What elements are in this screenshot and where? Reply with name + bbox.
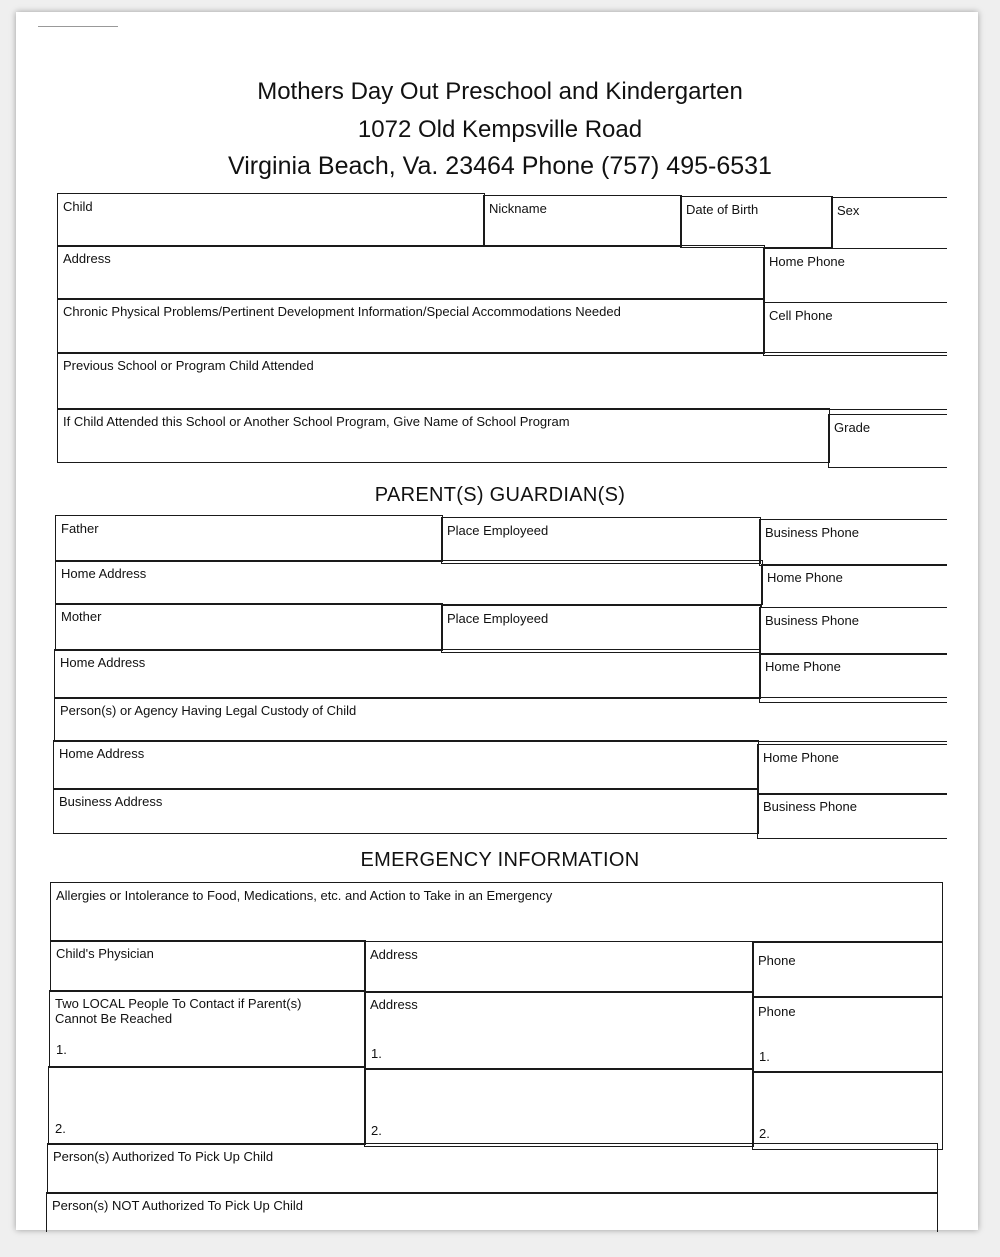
contact-2-name-field[interactable] [48,1066,366,1145]
home-phone-field[interactable] [763,248,947,303]
contact-2-phone-field[interactable] [752,1071,943,1150]
mother-home-phone-field[interactable] [759,653,947,703]
not-authorized-pickup-label: Person(s) NOT Authorized To Pick Up Child [52,1198,303,1213]
grade-field[interactable] [828,414,947,468]
authorized-pickup-label: Person(s) Authorized To Pick Up Child [53,1149,274,1164]
father-employer-field[interactable] [441,517,761,564]
physician-address-label: Address [370,947,418,962]
father-employer-label: Place Employeed [447,523,549,538]
dob-field[interactable] [680,196,833,248]
attended-school-field[interactable] [57,408,830,463]
allergies-label: Allergies or Intolerance to Food, Medications, etc. and Action to Take in an Emergency [56,888,553,903]
not-authorized-pickup-field[interactable] [46,1192,938,1232]
mother-home-address-field[interactable] [54,649,761,699]
mother-home-phone-label: Home Phone [765,659,841,674]
business-address-label: Business Address [59,794,163,809]
contact-address-label: Address [370,997,418,1012]
custody-field[interactable] [54,697,947,742]
custody-business-phone-field[interactable] [757,793,947,839]
business-address-field[interactable] [53,788,759,834]
physician-address-field[interactable] [364,941,754,993]
child-field[interactable] [57,193,485,247]
custody-business-phone-label: Business Phone [763,799,857,814]
local-contacts-label: Two LOCAL People To Contact if Parent(s) Cannot Be Reached [55,996,302,1026]
custody-home-address-label: Home Address [59,746,145,761]
mother-business-phone-label: Business Phone [765,613,859,628]
scan-artifact-line [38,26,118,27]
allergies-field[interactable] [50,882,943,942]
address-field[interactable] [57,245,765,300]
custody-home-phone-field[interactable] [757,744,947,795]
mother-employer-label: Place Employeed [447,611,549,626]
custody-home-address-field[interactable] [53,740,759,790]
father-business-phone-label: Business Phone [765,525,859,540]
mother-business-phone-field[interactable] [759,607,947,655]
previous-school-label: Previous School or Program Child Attended [63,358,314,373]
custody-home-phone-label: Home Phone [763,750,839,765]
nickname-label: Nickname [489,201,547,216]
sex-label: Sex [837,203,860,218]
mother-home-address-label: Home Address [60,655,146,670]
school-city-phone: Virginia Beach, Va. 23464 Phone (757) 495-6531 [228,152,772,180]
school-name: Mothers Day Out Preschool and Kindergarten [257,78,743,105]
father-home-address-field[interactable] [55,560,763,605]
father-field[interactable] [55,515,443,562]
cell-phone-field[interactable] [763,302,947,356]
child-label: Child [63,199,93,214]
grade-label: Grade [834,420,871,435]
contact-1-address-number: 1. [371,1046,382,1061]
father-home-phone-label: Home Phone [767,570,843,585]
attended-label: If Child Attended this School or Another School Program, Give Name of School Program [63,414,570,429]
contact-2-phone-number: 2. [759,1126,770,1141]
custody-label: Person(s) or Agency Having Legal Custody of Child [60,703,357,718]
parents-section-title: PARENT(S) GUARDIAN(S) [374,484,626,506]
address-label: Address [63,251,111,266]
physician-phone-field[interactable] [752,942,943,998]
mother-field[interactable] [55,603,443,651]
previous-school-field[interactable] [57,352,947,410]
contact-2-address-field[interactable] [364,1068,754,1147]
chronic-label: Chronic Physical Problems/Pertinent Development Information/Special Accommodations Needed [63,304,621,319]
contact-1-number: 1. [56,1042,67,1057]
contact-1-phone-number: 1. [759,1049,770,1064]
school-street: 1072 Old Kempsville Road [357,116,643,143]
home-phone-label: Home Phone [769,254,845,269]
mother-employer-field[interactable] [441,605,761,653]
physician-field[interactable] [50,940,366,992]
contact-1-address-field[interactable] [364,991,754,1070]
chronic-problems-field[interactable] [57,298,765,354]
contact-phone-label: Phone [758,1004,796,1019]
father-home-address-label: Home Address [61,566,147,581]
contact-1-name-field[interactable] [49,990,366,1068]
contact-2-address-number: 2. [371,1123,382,1138]
cell-phone-label: Cell Phone [769,308,833,323]
physician-label: Child's Physician [56,946,154,961]
father-business-phone-field[interactable] [759,519,947,566]
emergency-section-title: EMERGENCY INFORMATION [360,849,640,871]
sex-field[interactable] [831,197,947,249]
nickname-field[interactable] [483,195,682,247]
contact-2-number: 2. [55,1121,66,1136]
contact-1-phone-field[interactable] [752,996,943,1073]
father-home-phone-field[interactable] [761,564,947,608]
father-label: Father [61,521,99,536]
mother-label: Mother [61,609,102,624]
dob-label: Date of Birth [686,202,759,217]
physician-phone-label: Phone [758,953,796,968]
authorized-pickup-field[interactable] [47,1143,938,1194]
